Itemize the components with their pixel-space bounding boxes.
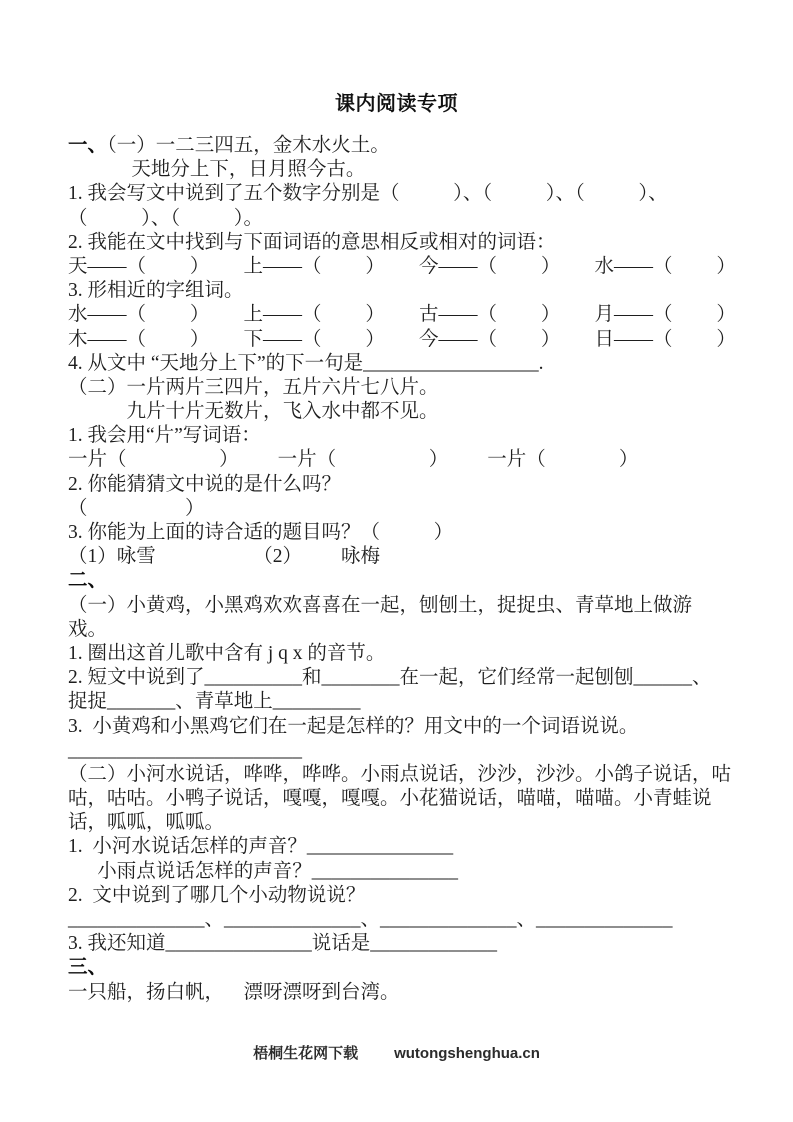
poem-line <box>68 158 768 182</box>
text-segment: 3. 形相近的字组词。 <box>68 280 244 302</box>
question-2b-1a <box>68 835 768 859</box>
text-segment: 话，呱呱，呱呱。 <box>68 812 225 834</box>
question-1-1-cont <box>68 207 768 231</box>
question-2b-2 <box>68 884 768 908</box>
poem-2-line-1 <box>68 376 768 400</box>
text-segment: （二）一片两片三四片，五片六片七八片。 <box>68 376 439 398</box>
text-segment: 天地分上下，日月照今古。 <box>68 159 366 181</box>
question-1-3 <box>68 279 768 303</box>
text-segment: （1）咏雪 （2） 咏梅 <box>68 546 381 568</box>
text-segment: 九片十片无数片，飞入水中都不见。 <box>68 401 439 423</box>
animal-blank-row <box>68 908 768 932</box>
antonym-row <box>68 255 768 279</box>
text-segment: （一）一二三四五，金木水火土。 <box>107 135 390 156</box>
text-segment: （二）小河水说话，哗哗，哗哗。小雨点说话，沙沙，沙沙。小鸽子说话，咕 <box>68 763 732 785</box>
page-title: 课内阅读专项 <box>335 93 458 115</box>
passage-2-1-line-1 <box>68 594 768 618</box>
text-segment: 木——（ ） 下——（ ） 今——（ ） 日——（ ） <box>68 328 736 350</box>
question-2-2 <box>68 473 768 497</box>
question-2a-2 <box>68 666 768 690</box>
passage-2-2-line-1 <box>68 763 768 787</box>
choice-row <box>68 545 768 569</box>
passage-2-2-line-2 <box>68 787 768 811</box>
passage-3-line-1 <box>68 981 768 1005</box>
text-segment: 戏。 <box>68 618 108 640</box>
blank-row-pian <box>68 448 768 472</box>
question-2b-1b <box>68 860 768 884</box>
text-segment: 2. 你能猜猜文中说的是什么吗？ <box>68 473 342 495</box>
question-1-2 <box>68 231 768 255</box>
question-2b-3 <box>68 932 768 956</box>
answer-paren-blank <box>68 497 768 521</box>
question-1-1 <box>68 182 768 206</box>
section-number: 二、 <box>68 570 108 592</box>
text-segment: 3. 我还知道_______________说话是_____________ <box>68 933 498 955</box>
document-body <box>68 134 768 1005</box>
passage-2-1-line-2 <box>68 618 768 642</box>
text-segment: 1. 我会用“片”写词语： <box>68 425 261 447</box>
text-segment: 3. 你能为上面的诗合适的题目吗？（ ） <box>68 522 454 543</box>
question-2a-1 <box>68 642 768 666</box>
section-2-heading <box>68 569 768 593</box>
text-segment: （一）小黄鸡，小黑鸡欢欢喜喜在一起，刨刨土，捉捉虫、青草地上做游 <box>68 594 693 616</box>
text-segment: 1. 小河水说话怎样的声音？_______________ <box>68 836 454 858</box>
text-segment: 2. 我能在文中找到与下面词语的意思相反或相对的词语： <box>68 231 556 253</box>
text-segment: （ ） <box>68 497 205 519</box>
section-3-heading <box>68 956 768 980</box>
answer-blank-line <box>68 739 768 763</box>
word-row-1 <box>68 303 768 327</box>
text-segment: 一片（ ） 一片（ ） 一片（ ） <box>68 449 639 471</box>
text-segment: 3. 小黄鸡和小黑鸡它们在一起是怎样的？用文中的一个词语说说。 <box>68 715 639 737</box>
text-segment: 捉捉_______、青草地上_________ <box>68 691 361 713</box>
text-segment: 2. 短文中说到了__________和________在一起，它们经常一起刨刨______、 <box>68 667 712 689</box>
footer-site-name: 梧桐生花网下载 <box>253 1045 359 1062</box>
text-segment: 4. 从文中 “天地分上下”的下一句是__________________. <box>68 352 544 374</box>
question-1-4 <box>68 352 768 376</box>
text-segment: ______________、______________、______________、______________ <box>68 909 673 930</box>
question-2-3 <box>68 521 768 545</box>
text-segment: 2. 文中说到了哪几个小动物说说？ <box>68 884 366 906</box>
poem-2-line-2 <box>68 400 768 424</box>
text-segment: 天——（ ） 上——（ ） 今——（ ） 水——（ ） <box>68 255 736 277</box>
footer-site-url: wutongshenghua.cn <box>394 1045 540 1062</box>
text-segment: 水——（ ） 上——（ ） 古——（ ） 月——（ ） <box>68 304 736 326</box>
text-segment: 一只船，扬白帆， 漂呀漂呀到台湾。 <box>68 981 400 1003</box>
page-footer <box>0 1044 793 1064</box>
passage-2-2-line-3 <box>68 811 768 835</box>
question-2a-3 <box>68 715 768 739</box>
text-segment: ________________________ <box>68 739 302 761</box>
text-segment: 1. 圈出这首儿歌中含有 j q x 的音节。 <box>68 642 386 664</box>
text-segment: 1. 我会写文中说到了五个数字分别是（ ）、（ ）、（ ）、 <box>68 183 668 205</box>
text-segment: 咕，咕咕。小鸭子说话，嘎嘎，嘎嘎。小花猫说话，喵喵，喵喵。小青蛙说 <box>68 788 712 810</box>
section-1-heading <box>68 134 768 158</box>
text-segment: （ ）、（ ）。 <box>68 207 264 229</box>
question-2a-2-cont <box>68 690 768 714</box>
question-2-1 <box>68 424 768 448</box>
section-number: 一、 <box>68 135 108 156</box>
section-number: 三、 <box>68 957 108 979</box>
text-segment: 小雨点说话怎样的声音？_______________ <box>68 860 459 882</box>
word-row-2 <box>68 328 768 352</box>
